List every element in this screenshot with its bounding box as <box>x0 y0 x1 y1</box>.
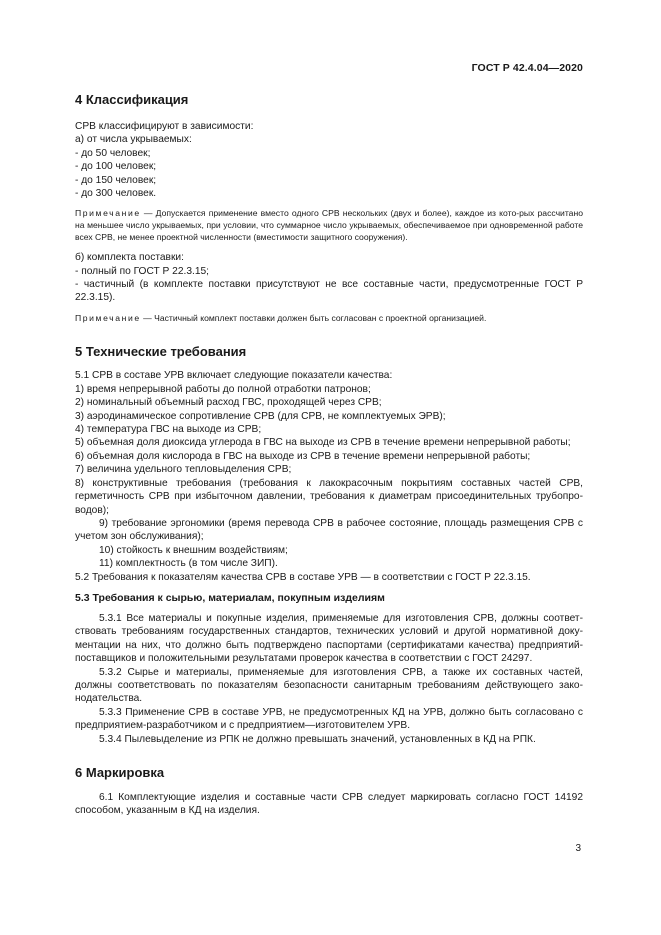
s5-list-item: 7) величина удельного тепловыделения СРВ; <box>75 464 292 476</box>
s4-note-2 <box>75 313 583 325</box>
note-text: — Допускается применение вместо одного СРВ нескольких (двух и более), каждое из кото-рых рассчитано на меньшее число укрываемых, при условии, что суммарное число укрываемых, обеспечиваемое при одновременной работе всех СРВ, не менее проектной численности (вместимости защитного сооружения). <box>75 208 583 242</box>
s5-list-item: 5) объемная доля диоксида углерода в ГВС на выходе из СРВ в течение времени непрерывной работы; <box>75 437 571 449</box>
s4-a-list-item: - до 50 человек; <box>75 147 151 159</box>
s5-p533: 5.3.3 Применение СРВ в составе УРВ, не предусмотренных КД на УРВ, должно быть согласовано с предприятием-разработчиком и с предприятием—изготовителем УРВ. <box>75 706 583 732</box>
page-content <box>75 92 583 818</box>
subsection-5-3-title: 5.3 Требования к сырью, материалам, покупным изделиям <box>75 591 385 604</box>
s4-b-list-item: - частичный (в комплекте поставки присутствуют не все составные части, предусмотренные ГОСТ Р 22.3.15). <box>75 279 583 304</box>
s5-p52: 5.2 Требования к показателям качества СРВ в составе УРВ — в соответствии с ГОСТ Р 22.3.15. <box>75 571 531 583</box>
s5-list-item: 2) номинальный объемный расход ГВС, проходящей через СРВ; <box>75 397 382 409</box>
s4-intro: СРВ классифицируют в зависимости: <box>75 121 254 132</box>
s5-list-item: 10) стойкость к внешним воздействиям; <box>99 544 288 556</box>
s4-item-a: а) от числа укрываемых: <box>75 134 192 146</box>
s6-p61: 6.1 Комплектующие изделия и составные части СРВ следует маркировать согласно ГОСТ 14192 способом, указанным в КД на изделия. <box>75 792 583 817</box>
page-number: 3 <box>575 843 581 854</box>
note-label: Примечание <box>75 312 141 323</box>
document-id: ГОСТ Р 42.4.04—2020 <box>471 62 583 74</box>
s5-list-item: 6) объемная доля кислорода в ГВС на выходе из СРВ в течение времени непрерывной работы; <box>75 450 531 462</box>
section-6-title: 6 Маркировка <box>75 765 165 780</box>
note-label: Примечание <box>75 208 141 219</box>
s5-list-item: 11) комплектность (в том числе ЗИП). <box>99 558 278 570</box>
s5-p1: 5.1 СРВ в составе УРВ включает следующие показатели качества: <box>75 370 393 382</box>
s5-list-item: 9) требование эргономики (время перевода СРВ в рабочее состояние, площадь размещения СРВ с учетом зон обслуживания); <box>75 517 583 543</box>
s5-list-item: 8) конструктивные требования (требования к лакокрасочным покрытиям составных частей СРВ, герметичность СРВ при избыточном давлении, требования к диаметрам присоединительных трубопро-водов); <box>75 477 583 516</box>
s4-item-b: б) комплекта поставки: <box>75 252 184 264</box>
s5-list-item: 4) температура ГВС на выходе из СРВ; <box>75 424 262 436</box>
s4-a-list-item: - до 150 человек; <box>75 174 157 186</box>
s4-a-list-item: - до 100 человек; <box>75 161 157 173</box>
s5-p534: 5.3.4 Пылевыделение из РПК не должно превышать значений, установленных в КД на РПК. <box>99 733 536 745</box>
s5-list-item: 3) аэродинамическое сопротивление СРВ (для СРВ, не комплектуемых ЭРВ); <box>75 410 446 422</box>
section-4-title: 4 Классификация <box>75 92 189 107</box>
section-5-title: 5 Технические требования <box>75 344 247 360</box>
s5-p532: 5.3.2 Сырье и материалы, применяемые для изготовления СРВ, а также их составных частей, должны соответствовать по показателям безопасности санитарным требованиям действующего зако-нодательства. <box>75 666 583 705</box>
s4-note-1 <box>75 208 583 243</box>
s4-b-list-item: - полный по ГОСТ Р 22.3.15; <box>75 265 209 277</box>
s5-list-item: 1) время непрерывной работы до полной отработки патронов; <box>75 383 371 395</box>
note-text: — Частичный комплект поставки должен быть согласован с проектной организацией. <box>140 312 487 323</box>
s5-p531: 5.3.1 Все материалы и покупные изделия, применяемые для изготовления СРВ, должны соответ-ствовать требованиям государственных стандартов, технических условий и другой нормативной доку-ментации на них, что должно быть подтверждено паспортами (сертификатами качества) предприятий-поставщиков и положительными результатами проверок качества в соответствии с ГОСТ 24297. <box>75 612 583 665</box>
s4-a-list-item: - до 300 человек. <box>75 188 157 200</box>
